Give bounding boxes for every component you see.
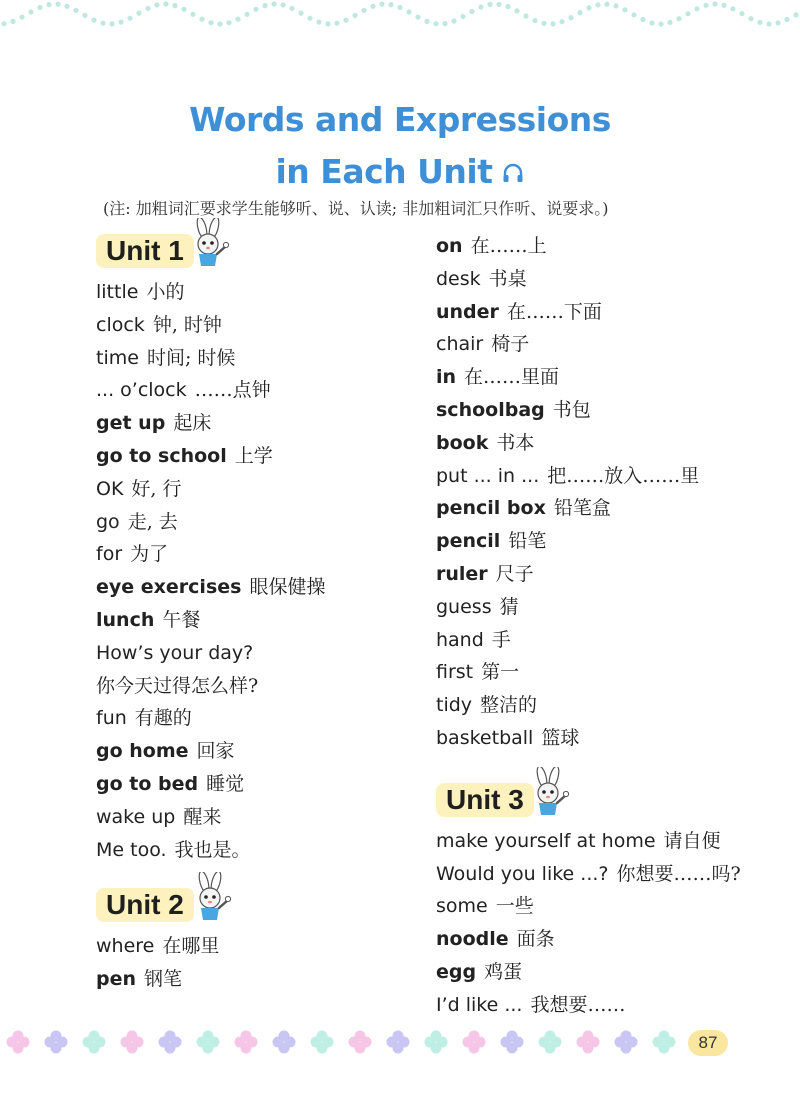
vocab-english: where xyxy=(96,935,155,958)
vocab-entry xyxy=(96,670,426,703)
unit2-word-list xyxy=(96,930,426,996)
flower-decor xyxy=(539,1031,562,1054)
decor-dot xyxy=(379,2,384,7)
decor-dot xyxy=(694,6,699,11)
decor-dot xyxy=(712,1,717,6)
vocab-entry xyxy=(436,722,776,755)
decor-dot xyxy=(613,3,618,8)
vocab-chinese: 书包 xyxy=(552,398,591,421)
decor-dot xyxy=(703,3,708,8)
decor-dot xyxy=(10,19,15,24)
vocab-english: Me too. xyxy=(96,838,167,861)
unit3-label: Unit 3 xyxy=(436,783,534,817)
vocab-english: clock xyxy=(96,313,145,336)
vocab-chinese: ……点钟 xyxy=(194,379,271,402)
decor-dot xyxy=(64,4,69,9)
vocab-entry xyxy=(436,525,776,558)
decor-dot xyxy=(640,17,645,22)
vocab-entry xyxy=(436,923,776,956)
top-dotted-border xyxy=(0,0,800,50)
vocab-chinese: 在……上 xyxy=(470,235,547,257)
vocab-chinese: 钟, 时钟 xyxy=(152,313,222,336)
vocab-entry xyxy=(436,394,776,427)
left-column xyxy=(96,232,426,996)
vocab-entry xyxy=(96,571,426,604)
vocab-english: under xyxy=(436,300,499,323)
vocab-entry xyxy=(96,604,426,637)
vocab-entry xyxy=(436,230,776,263)
vocab-english: get up xyxy=(96,412,166,435)
page-title-line2-wrap xyxy=(0,152,800,193)
decor-dot xyxy=(235,17,240,22)
vocab-english: chair xyxy=(436,333,484,356)
decor-dot xyxy=(793,12,798,17)
flower-decor xyxy=(235,1031,258,1054)
rabbit-mascot-icon xyxy=(188,218,230,272)
vocab-chinese: 有趣的 xyxy=(134,707,192,730)
vocab-chinese: 时间; 时候 xyxy=(146,346,236,369)
vocab-chinese: 你今天过得怎么样? xyxy=(96,674,259,697)
vocab-chinese: 好, 行 xyxy=(131,477,182,500)
vocab-english: some xyxy=(436,895,488,918)
vocab-english: on xyxy=(436,235,463,257)
decor-dot xyxy=(388,2,393,7)
decor-dot xyxy=(271,1,276,6)
decor-dot xyxy=(586,5,591,10)
vocab-chinese: 走, 去 xyxy=(127,510,178,533)
flower-decor xyxy=(653,1031,676,1054)
decor-dot xyxy=(622,7,627,12)
decor-dot xyxy=(37,5,42,10)
vocab-chinese: 钢笔 xyxy=(144,968,183,991)
decor-dot xyxy=(595,2,600,7)
vocab-entry xyxy=(436,956,776,989)
decor-dot xyxy=(109,21,114,26)
decor-dot xyxy=(514,8,519,13)
flower-decor xyxy=(7,1031,30,1054)
vocab-chinese: 铅笔盒 xyxy=(553,497,611,520)
vocab-chinese: 我也是。 xyxy=(174,838,251,861)
vocab-entry xyxy=(96,637,426,670)
decor-dot xyxy=(334,21,339,26)
vocab-entry xyxy=(96,834,426,867)
decor-dot xyxy=(262,3,267,8)
vocab-entry xyxy=(96,735,426,768)
vocab-chinese: 鸡蛋 xyxy=(484,960,523,983)
vocab-english: noodle xyxy=(436,928,509,951)
vocab-chinese: 整洁的 xyxy=(480,694,538,717)
vocab-entry xyxy=(436,492,776,525)
vocab-chinese: 在哪里 xyxy=(162,935,220,958)
vocab-english: desk xyxy=(436,267,481,290)
vocab-chinese: 猜 xyxy=(499,595,519,618)
vocab-chinese: 回家 xyxy=(196,740,235,763)
decor-dot xyxy=(1,21,6,26)
vocab-entry xyxy=(96,407,426,440)
vocab-english: for xyxy=(96,543,123,566)
vocab-english: make yourself at home xyxy=(436,829,656,852)
vocab-english: in xyxy=(436,366,457,389)
page-title-line2: in Each Unit xyxy=(275,152,493,191)
vocab-english: eye exercises xyxy=(96,576,242,599)
vocab-english: go to school xyxy=(96,444,227,467)
decor-dot xyxy=(406,9,411,14)
vocab-english: basketball xyxy=(436,726,534,749)
vocab-chinese: 请自便 xyxy=(663,829,721,852)
decor-dot xyxy=(154,2,159,7)
vocab-entry xyxy=(96,930,426,963)
unit2-continued-word-list xyxy=(436,230,776,755)
unit1-header xyxy=(96,232,426,276)
vocab-entry xyxy=(436,427,776,460)
decor-dot xyxy=(505,4,510,9)
unit3-word-list xyxy=(436,825,776,1022)
decor-dot xyxy=(460,14,465,19)
vocab-entry xyxy=(436,558,776,591)
decor-dot xyxy=(28,9,33,14)
headphone-icon xyxy=(501,154,525,193)
flower-decor xyxy=(501,1031,524,1054)
decor-dot xyxy=(478,4,483,9)
flower-decor xyxy=(311,1031,334,1054)
bottom-flower-border xyxy=(0,1022,800,1062)
decor-dot xyxy=(280,2,285,7)
decor-dot xyxy=(748,16,753,21)
decor-dot xyxy=(172,3,177,8)
unit3-header xyxy=(436,781,776,825)
decor-dot xyxy=(127,16,132,21)
flower-decor xyxy=(425,1031,448,1054)
vocab-entry xyxy=(436,989,776,1022)
vocab-english: wake up xyxy=(96,805,176,828)
flower-decor xyxy=(463,1031,486,1054)
decor-dot xyxy=(226,20,231,25)
decor-dot xyxy=(469,9,474,14)
flower-decor xyxy=(121,1031,144,1054)
decor-dot xyxy=(487,2,492,7)
vocab-english: guess xyxy=(436,595,492,618)
decor-dot xyxy=(361,8,366,13)
decor-dot xyxy=(415,15,420,20)
decor-dot xyxy=(136,11,141,16)
decor-dot xyxy=(676,16,681,21)
vocab-entry xyxy=(436,825,776,858)
vocab-english: go home xyxy=(96,740,189,763)
vocab-entry xyxy=(436,591,776,624)
decor-dot xyxy=(757,20,762,25)
decor-dot xyxy=(370,4,375,9)
decor-dot xyxy=(775,20,780,25)
vocab-chinese: 上学 xyxy=(234,444,273,467)
decor-dot xyxy=(199,17,204,22)
vocab-entry xyxy=(96,963,426,996)
decor-dot xyxy=(631,12,636,17)
decor-dot xyxy=(73,8,78,13)
flower-decor xyxy=(387,1031,410,1054)
vocab-entry xyxy=(96,374,426,407)
vocab-english: lunch xyxy=(96,608,155,631)
vocab-chinese: 你想要……吗? xyxy=(616,862,741,885)
vocab-chinese: 在……下面 xyxy=(506,300,602,323)
decor-dot xyxy=(541,21,546,26)
decor-dot xyxy=(181,7,186,12)
decor-dot xyxy=(217,21,222,26)
vocab-entry xyxy=(436,328,776,361)
decor-dot xyxy=(298,11,303,16)
decor-dot xyxy=(100,21,105,26)
decor-dot xyxy=(145,6,150,11)
decor-dot xyxy=(352,13,357,18)
vocab-english: I’d like ... xyxy=(436,993,523,1016)
vocab-english: egg xyxy=(436,960,477,983)
vocab-chinese: 书本 xyxy=(496,431,535,454)
decor-dot xyxy=(721,3,726,8)
decor-dot xyxy=(424,19,429,24)
vocab-chinese: 篮球 xyxy=(541,726,580,749)
decor-dot xyxy=(289,6,294,11)
flower-decor xyxy=(197,1031,220,1054)
decor-dot xyxy=(244,12,249,17)
vocab-chinese: 手 xyxy=(491,628,511,651)
decor-dot xyxy=(658,21,663,26)
vocab-chinese: 第一 xyxy=(481,661,520,684)
vocab-english: ... o’clock xyxy=(96,379,187,402)
rabbit-mascot-icon xyxy=(190,872,232,926)
vocab-entry xyxy=(96,768,426,801)
flower-decor xyxy=(159,1031,182,1054)
page-number: 87 xyxy=(688,1030,728,1056)
decor-dot xyxy=(433,21,438,26)
vocab-entry xyxy=(436,689,776,722)
vocab-english: pencil xyxy=(436,530,501,553)
right-column xyxy=(436,230,776,1022)
vocab-english: fun xyxy=(96,707,127,730)
decor-dot xyxy=(766,21,771,26)
decor-dot xyxy=(307,16,312,21)
vocab-entry xyxy=(436,858,776,891)
vocab-english: put ... in ... xyxy=(436,464,540,487)
vocab-chinese: 面条 xyxy=(516,928,555,951)
decor-dot xyxy=(550,21,555,26)
decor-dot xyxy=(784,17,789,22)
vocab-chinese: 我想要…… xyxy=(530,993,626,1016)
decor-dot xyxy=(739,11,744,16)
vocab-chinese: 尺子 xyxy=(495,562,534,585)
vocab-english: How’s your day? xyxy=(96,641,254,664)
vocab-entry xyxy=(96,276,426,309)
decor-dot xyxy=(442,21,447,26)
decor-dot xyxy=(55,2,60,7)
decor-dot xyxy=(649,20,654,25)
vocab-entry xyxy=(436,361,776,394)
decor-dot xyxy=(343,18,348,23)
unit1-word-list xyxy=(96,276,426,866)
vocab-english: go xyxy=(96,510,120,533)
decor-dot xyxy=(496,2,501,7)
decor-dot xyxy=(208,20,213,25)
vocab-chinese: 小的 xyxy=(146,281,185,303)
vocab-chinese: 午餐 xyxy=(162,608,201,631)
vocab-english: Would you like ...? xyxy=(436,862,609,885)
flower-decor xyxy=(577,1031,600,1054)
vocab-english: first xyxy=(436,661,474,684)
vocab-english: little xyxy=(96,281,139,303)
vocab-entry xyxy=(436,296,776,329)
page-title-line1: Words and Expressions xyxy=(189,100,611,139)
flower-decor xyxy=(349,1031,372,1054)
decor-dot xyxy=(604,2,609,7)
vocab-chinese: 在……里面 xyxy=(464,366,560,389)
vocab-entry xyxy=(436,656,776,689)
vocab-entry xyxy=(96,342,426,375)
decor-dot xyxy=(397,5,402,10)
decor-dot xyxy=(253,7,258,12)
decor-dot xyxy=(451,18,456,23)
vocab-english: go to bed xyxy=(96,772,199,795)
vocab-entry xyxy=(96,506,426,539)
unit1-label: Unit 1 xyxy=(96,234,194,268)
decor-dot xyxy=(163,1,168,6)
vocab-entry xyxy=(96,473,426,506)
vocab-entry xyxy=(96,440,426,473)
decor-dot xyxy=(577,10,582,15)
vocab-entry xyxy=(436,624,776,657)
vocab-english: ruler xyxy=(436,562,488,585)
vocab-entry xyxy=(436,460,776,493)
vocab-chinese: 起床 xyxy=(173,412,212,435)
vocab-chinese: 把……放入……里 xyxy=(547,464,700,487)
flower-decor xyxy=(273,1031,296,1054)
decor-dot xyxy=(559,19,564,24)
decor-dot xyxy=(91,18,96,23)
decor-dot xyxy=(523,13,528,18)
decor-dot xyxy=(532,18,537,23)
vocab-entry xyxy=(96,801,426,834)
decor-dot xyxy=(19,15,24,20)
decor-dot xyxy=(46,2,51,7)
flower-decor xyxy=(45,1031,68,1054)
decor-dot xyxy=(190,12,195,17)
rabbit-mascot-icon xyxy=(528,767,570,821)
decor-dot xyxy=(325,21,330,26)
decor-dot xyxy=(316,20,321,25)
flower-decor xyxy=(83,1031,106,1054)
vocab-chinese: 为了 xyxy=(130,543,169,566)
vocab-entry xyxy=(96,309,426,342)
decor-dot xyxy=(568,15,573,20)
vocab-entry xyxy=(96,702,426,735)
vocab-english: hand xyxy=(436,628,484,651)
vocab-chinese: 椅子 xyxy=(491,333,530,356)
decor-dot xyxy=(685,11,690,16)
instruction-note: (注: 加粗词汇要求学生能够听、说、认读; 非加粗词汇只作听、说要求。) xyxy=(103,199,609,218)
vocab-entry xyxy=(436,890,776,923)
vocab-chinese: 铅笔 xyxy=(508,530,547,553)
vocab-english: pen xyxy=(96,968,137,991)
vocab-english: schoolbag xyxy=(436,398,545,421)
decor-dot xyxy=(118,20,123,25)
flower-decor xyxy=(615,1031,638,1054)
vocab-chinese: 眼保健操 xyxy=(249,576,326,599)
unit2-label: Unit 2 xyxy=(96,888,194,922)
decor-dot xyxy=(730,6,735,11)
vocab-chinese: 书桌 xyxy=(488,267,527,290)
vocab-entry xyxy=(436,263,776,296)
decor-dot xyxy=(82,13,87,18)
vocab-english: tidy xyxy=(436,694,473,717)
vocab-english: time xyxy=(96,346,139,369)
vocab-chinese: 一些 xyxy=(495,895,534,918)
vocab-english: book xyxy=(436,431,489,454)
decor-dot xyxy=(667,20,672,25)
vocab-english: pencil box xyxy=(436,497,546,520)
unit2-header xyxy=(96,886,426,930)
vocab-english: OK xyxy=(96,477,124,500)
vocab-chinese: 睡觉 xyxy=(206,772,245,795)
vocab-entry xyxy=(96,538,426,571)
vocab-chinese: 醒来 xyxy=(183,805,222,828)
